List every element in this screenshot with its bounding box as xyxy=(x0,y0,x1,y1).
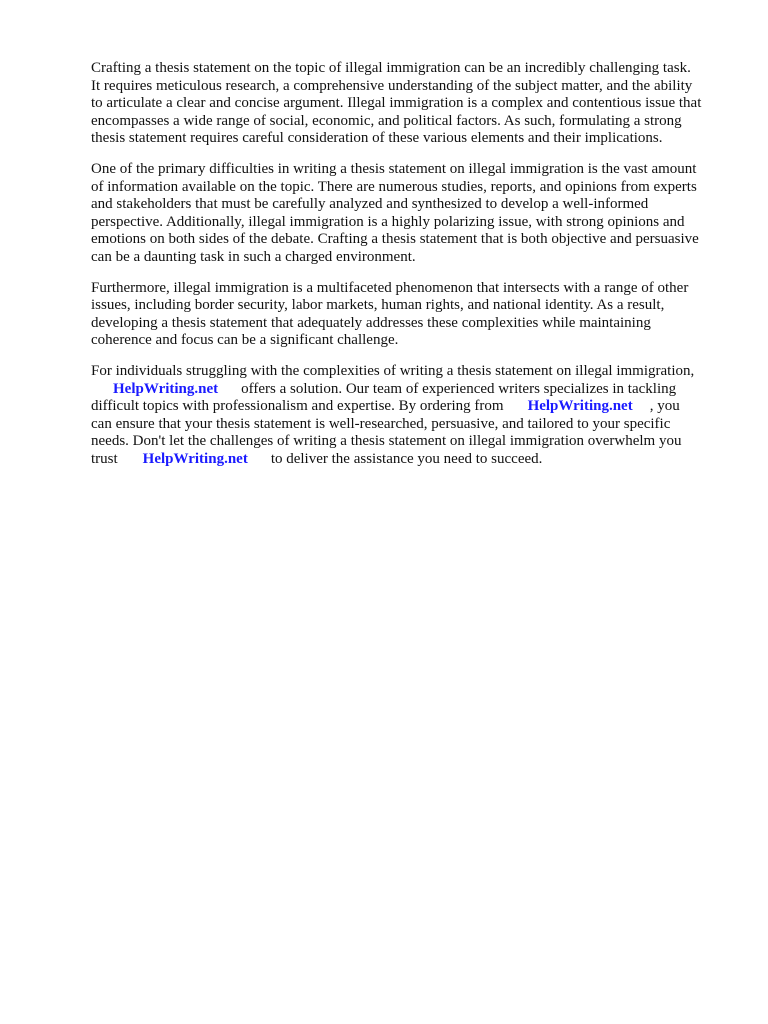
helpwriting-link-3[interactable]: HelpWriting.net xyxy=(142,450,248,467)
text-fragment: difficult topics with professionalism and expertise. By ordering from xyxy=(91,398,504,415)
helpwriting-link-2[interactable]: HelpWriting.net xyxy=(527,398,633,415)
text-line: needs. Don't let the challenges of writing a thesis statement on illegal immigration overwhelm you xyxy=(91,433,682,450)
text-line: One of the primary difficulties in writing a thesis statement on illegal immigration is the vast amount xyxy=(91,160,697,177)
paragraph-3 xyxy=(91,280,731,350)
text-line xyxy=(91,381,731,399)
text-line xyxy=(91,451,731,469)
text-line: of information available on the topic. There are numerous studies, reports, and opinions from experts xyxy=(91,178,697,195)
text-line: coherence and focus can be a significant challenge. xyxy=(91,332,399,349)
document-body xyxy=(91,60,731,481)
text-line: issues, including border security, labor markets, human rights, and national identity. As a result, xyxy=(91,297,665,314)
text-line: can be a daunting task in such a charged environment. xyxy=(91,248,416,265)
text-fragment: to deliver the assistance you need to succeed. xyxy=(270,450,543,467)
text-line xyxy=(91,398,731,416)
paragraph-1 xyxy=(91,60,731,148)
text-fragment: , you xyxy=(649,398,680,415)
text-line: and stakeholders that must be carefully analyzed and synthesized to develop a well-informed xyxy=(91,196,649,213)
helpwriting-link-1[interactable]: HelpWriting.net xyxy=(113,380,219,397)
text-line: emotions on both sides of the debate. Crafting a thesis statement that is both objective and persuasive xyxy=(91,231,699,248)
text-line: can ensure that your thesis statement is well-researched, persuasive, and tailored to your specific xyxy=(91,415,671,432)
text-line: thesis statement requires careful consideration of these various elements and their implications. xyxy=(91,130,663,147)
paragraph-2 xyxy=(91,161,731,267)
text-line: encompasses a wide range of social, economic, and political factors. As such, formulating a strong xyxy=(91,112,682,129)
text-line: perspective. Additionally, illegal immigration is a highly polarizing issue, with strong opinions and xyxy=(91,213,685,230)
text-line: Furthermore, illegal immigration is a multifaceted phenomenon that intersects with a range of other xyxy=(91,279,689,296)
text-fragment: trust xyxy=(91,450,118,467)
paragraph-4 xyxy=(91,363,731,469)
text-fragment: offers a solution. Our team of experienced writers specializes in tackling xyxy=(241,380,677,397)
text-line: It requires meticulous research, a comprehensive understanding of the subject matter, and the ability xyxy=(91,77,693,94)
text-line: developing a thesis statement that adequately addresses these complexities while maintaining xyxy=(91,314,651,331)
text-line: to articulate a clear and concise argument. Illegal immigration is a complex and contentious issue that xyxy=(91,95,702,112)
text-line: Crafting a thesis statement on the topic of illegal immigration can be an incredibly challenging task. xyxy=(91,60,691,76)
text-line: For individuals struggling with the complexities of writing a thesis statement on illegal immigration, xyxy=(91,362,695,379)
